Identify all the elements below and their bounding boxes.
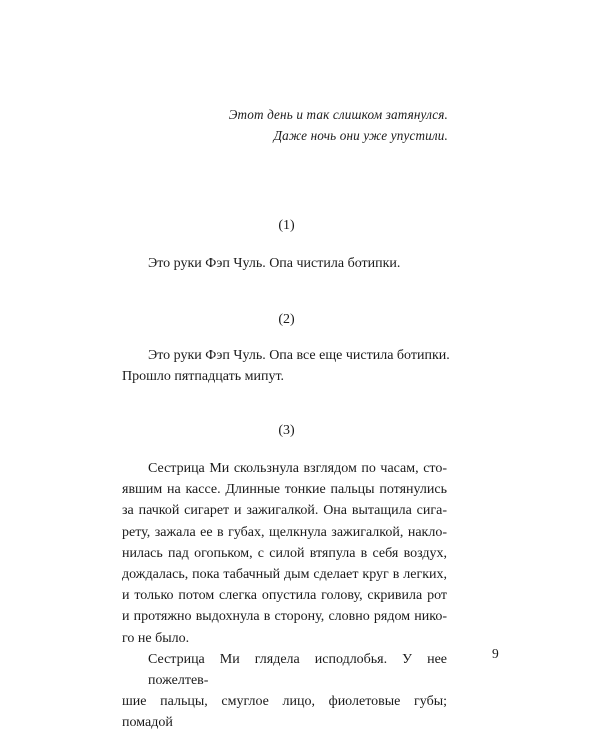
text-line: шие пальцы, смуглое лицо, фиолетовые губы; помадой [122,694,447,731]
section-number: (3) [278,423,295,438]
epigraph-line: Этот день и так слишком затянулся. [228,107,448,122]
text-line: Это руки Фэп Чуль. Опа все еще чистила ботипки. [148,348,450,363]
epigraph [229,104,448,146]
section-paragraph [122,345,450,387]
section-paragraph [122,253,447,274]
page-number: 9 [492,646,499,661]
text-line: Сестрица Ми скользнула взглядом по часам, сто- [148,461,447,476]
text-line: рету, зажала ее в губах, щелкнула зажигалкой, накло- [122,524,447,540]
section-number: (1) [278,218,295,233]
text-line: явшим на кассе. Длинные тонкие пальцы потянулись [122,482,447,498]
section-number: (2) [278,312,295,327]
text-line: за пачкой сигарет и зажигалкой. Она вытащила сига- [122,503,447,519]
text-line: дождалась, пока табачный дым сделает круг в легких, [122,567,447,583]
text-line: Сестрица Ми глядела исподлобья. У нее пожелтев- [148,651,447,689]
text-line: и только потом слегка опустила голову, скривила рот [122,588,447,604]
text-line: Прошло пятпадцать мипут. [122,369,285,385]
text-line: и протяжно выдохнула в сторону, словно рядом нико- [122,609,447,625]
text-line: Это руки Фэп Чуль. Опа чистила ботипки. [148,256,401,271]
text-line: нилась пад огопьком, с силой втяпула в себя воздух, [122,545,447,561]
text-line: го не было. [122,630,190,646]
epigraph-line: Даже ночь они уже упустили. [273,128,448,143]
section-paragraph [122,458,447,734]
